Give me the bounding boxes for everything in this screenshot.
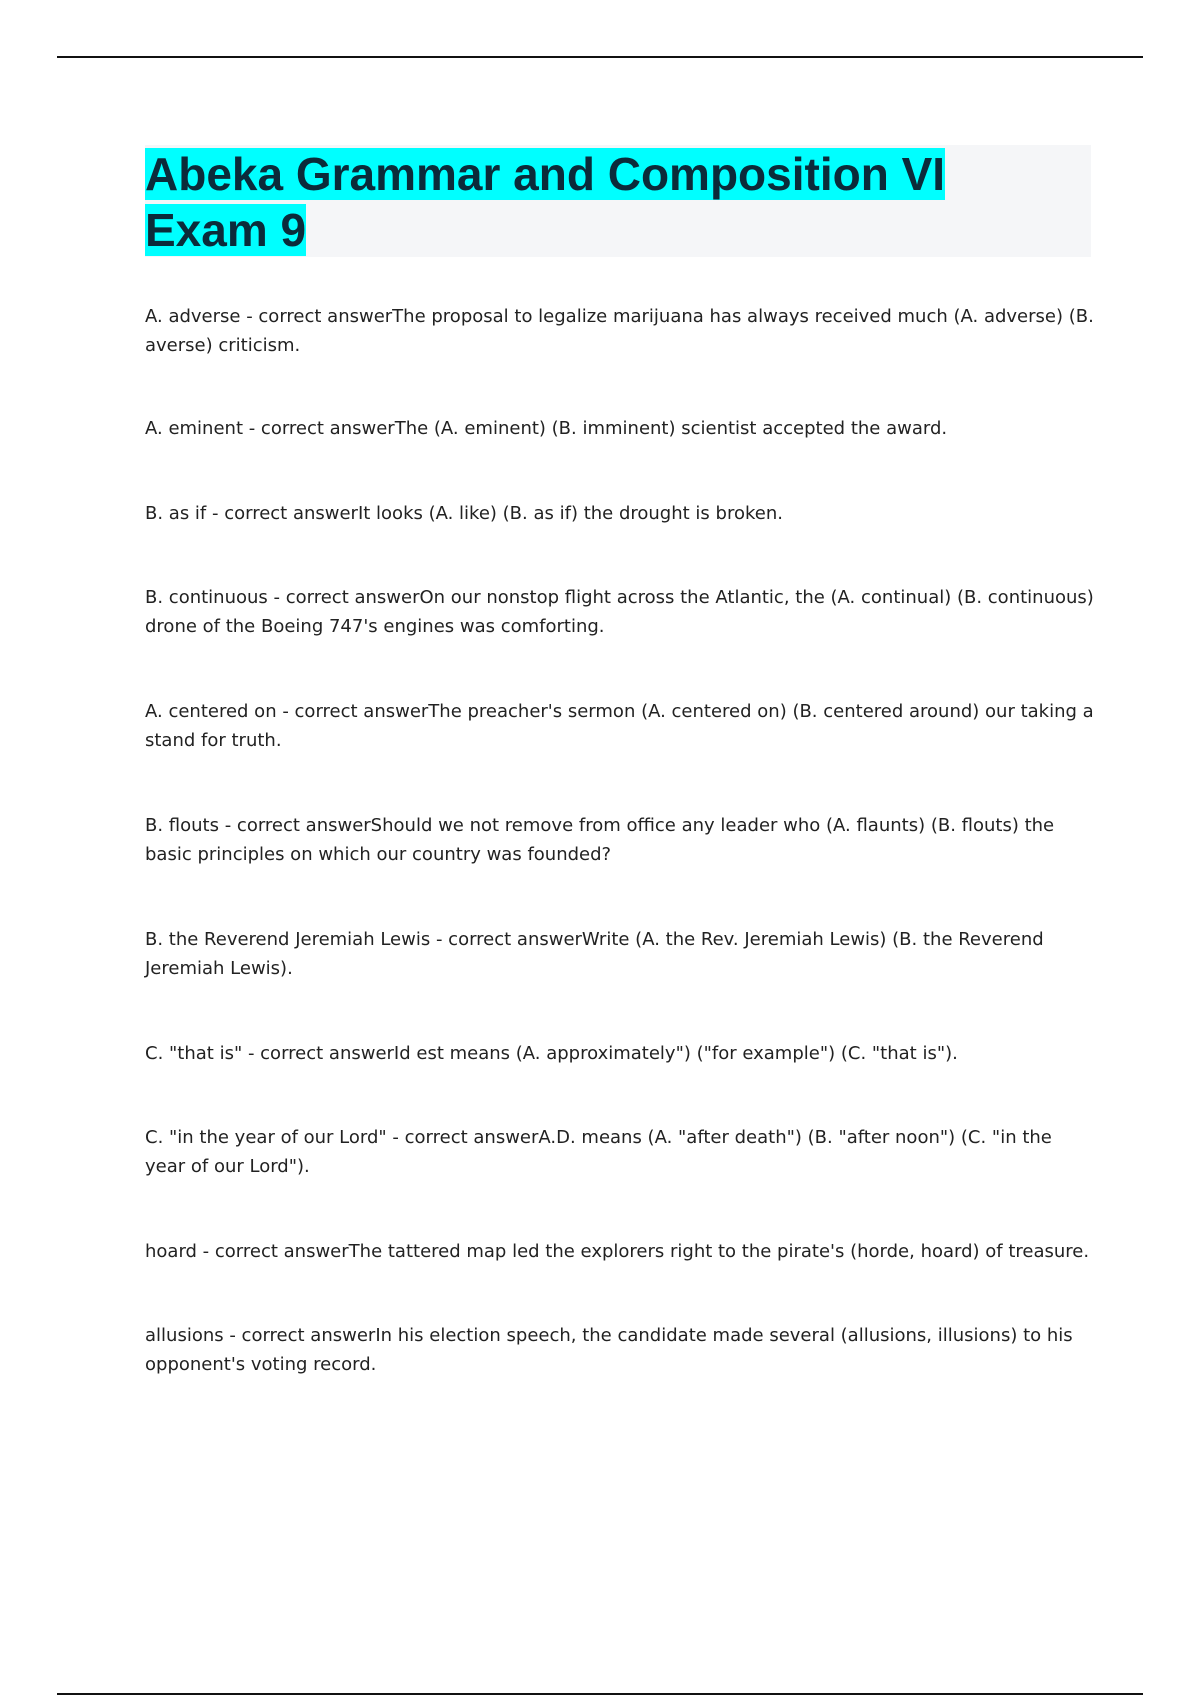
title-line-2: Exam 9 [145, 204, 307, 256]
qa-item: C. "that is" - correct answerId est means (A. approximately") ("for example") (C. "that is"). [145, 1043, 958, 1064]
qa-item: B. as if - correct answerIt looks (A. like) (B. as if) the drought is broken. [145, 503, 783, 524]
qa-item: B. the Reverend Jeremiah Lewis - correct answerWrite (A. the Rev. Jeremiah Lewis) (B. the Reverend Jeremiah Lewis). [145, 929, 1044, 979]
qa-item: A. eminent - correct answerThe (A. eminent) (B. imminent) scientist accepted the award. [145, 418, 948, 439]
qa-item: A. adverse - correct answerThe proposal to legalize marijuana has always received much (A. adverse) (B. averse) criticism. [145, 306, 1094, 356]
qa-item: hoard - correct answerThe tattered map led the explorers right to the pirate's (horde, hoard) of treasure. [145, 1241, 1090, 1262]
qa-item: B. continuous - correct answerOn our nonstop flight across the Atlantic, the (A. continual) (B. continuous) drone of the Boeing 747's engines was comforting. [145, 587, 1094, 637]
qa-item: allusions - correct answerIn his election speech, the candidate made several (allusions, illusions) to his opponent's voting record. [145, 1325, 1073, 1375]
document-title [145, 146, 1005, 258]
top-rule [57, 56, 1143, 58]
title-line-1: Abeka Grammar and Composition VI [145, 148, 946, 200]
question-list [145, 302, 1095, 1379]
qa-item: B. flouts - correct answerShould we not remove from office any leader who (A. flaunts) (B. flouts) the basic principles on which our country was founded? [145, 815, 1055, 865]
bottom-rule [57, 1693, 1143, 1695]
qa-item: C. "in the year of our Lord" - correct answerA.D. means (A. "after death") (B. "after noon") (C. "in the year of our Lord"). [145, 1127, 1052, 1177]
qa-item: A. centered on - correct answerThe preacher's sermon (A. centered on) (B. centered around) our taking a stand for truth. [145, 701, 1094, 751]
